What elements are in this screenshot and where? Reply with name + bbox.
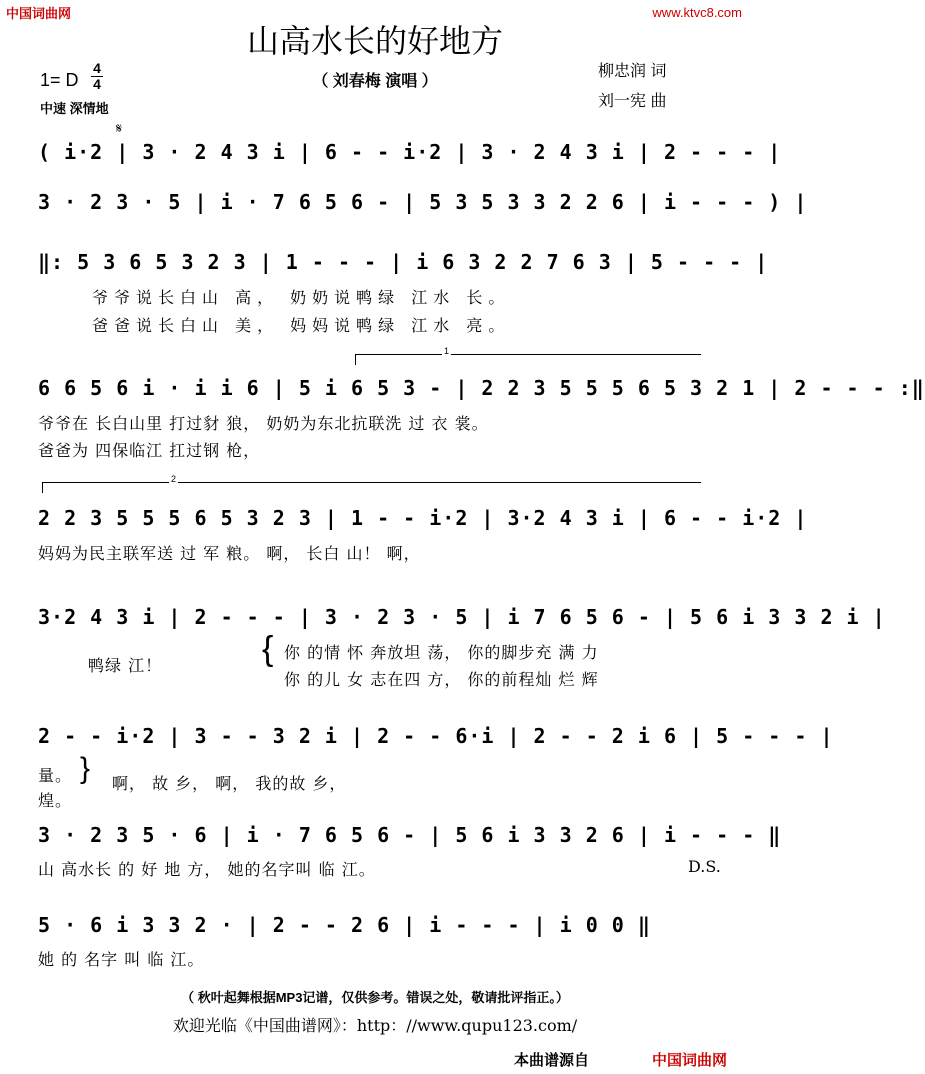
score-row-5-notes: 2 2 3 5 5 5 6 5 3 2 3 | 1 - - i·2 | 3·2 4 3 i | 6 - - i·2 | bbox=[38, 506, 808, 530]
dal-segno-marking: D.S. bbox=[688, 857, 721, 876]
key-signature: 1= D bbox=[40, 70, 79, 90]
time-signature-bottom: 4 bbox=[93, 76, 101, 92]
score-row-4-lyrics-verse1: 爷爷在 长白山里 打过豺 狼， 奶奶为东北抗联洗 过 衣 裳。 bbox=[38, 414, 489, 433]
tempo-marking: 中速 深情地 bbox=[40, 101, 109, 116]
score-row-8-lyrics: 山 高水长 的 好 地 方， 她的名字叫 临 江。 bbox=[38, 860, 376, 879]
score-row-5-lyrics: 妈妈为民主联军送 过 军 粮。 啊， 长白 山！ 啊， bbox=[38, 544, 421, 563]
score-row-4-notes: 6 6 5 6 i · i i 6 | 5 i 6 5 3 - | 2 2 3 5 5 5 6 5 3 2 1 | 2 - - - :‖ bbox=[38, 376, 925, 400]
score-row-3-lyrics-verse2: 爸爸说长白山 美， 妈妈说鸭绿 江水 亮。 bbox=[92, 316, 511, 335]
watermark-bottom-left: 本曲谱源自 bbox=[514, 1052, 590, 1069]
score-row-3-notes: ‖: 5 3 6 5 3 2 3 | 1 - - - | i 6 3 2 2 7 6 3 | 5 - - - | bbox=[38, 250, 769, 274]
score-row-6-verse2: 你 的儿 女 志在四 方， 你的前程灿 烂 辉 bbox=[284, 670, 599, 689]
score-row-7-lyrics-verse1: 量。 bbox=[38, 766, 73, 785]
time-signature-top: 4 bbox=[93, 60, 101, 76]
score-row-9-notes: 5 · 6 i 3 3 2 · | 2 - - 2 6 | i - - - | i 0 0 ‖ bbox=[38, 913, 651, 937]
score-row-7-notes: 2 - - i·2 | 3 - - 3 2 i | 2 - - 6·i | 2 - - 2 i 6 | 5 - - - | bbox=[38, 724, 834, 748]
performer-credit: （ 刘春梅 演唱 ） bbox=[312, 73, 438, 90]
lyricist-credit: 柳忠润 词 bbox=[598, 63, 667, 80]
score-row-4-lyrics-verse2: 爸爸为 四保临江 扛过钢 枪， bbox=[38, 441, 261, 460]
score-row-9-lyrics: 她 的 名字 叫 临 江。 bbox=[38, 950, 205, 969]
score-row-1-notes: ( i·2 | 3 · 2 4 3 i | 6 - - i·2 | 3 · 2 4 3 i | 2 - - - | bbox=[38, 140, 782, 164]
second-ending-bracket: 2 bbox=[42, 482, 701, 493]
watermark-top-left: 中国词曲网 bbox=[6, 6, 72, 21]
score-row-2-notes: 3 · 2 3 · 5 | i · 7 6 5 6 - | 5 3 5 3 3 2 2 6 | i - - - ) | bbox=[38, 190, 808, 214]
composer-credit: 刘一宪 曲 bbox=[598, 93, 667, 110]
transcription-note: （ 秋叶起舞根据MP3记谱，仅供参考。错误之处，敬请批评指正。） bbox=[181, 990, 569, 1005]
song-title: 山高水长的好地方 bbox=[246, 22, 503, 60]
score-row-6-notes: 3·2 4 3 i | 2 - - - | 3 · 2 3 · 5 | i 7 6 5 6 - | 5 6 i 3 3 2 i | bbox=[38, 605, 886, 629]
score-row-6-lyrics: 鸭绿 江！ bbox=[88, 656, 163, 675]
time-signature bbox=[91, 62, 103, 91]
watermark-bottom-right: 中国词曲网 bbox=[652, 1052, 728, 1069]
first-ending-bracket: 1 bbox=[355, 354, 701, 365]
score-row-3-lyrics-verse1: 爷爷说长白山 高， 奶奶说鸭绿 江水 长。 bbox=[92, 288, 511, 307]
score-row-8-notes: 3 · 2 3 5 · 6 | i · 7 6 5 6 - | 5 6 i 3 3 2 6 | i - - - ‖ bbox=[38, 823, 782, 847]
verse-brace: { bbox=[262, 630, 274, 668]
score-row-7-lyrics-main: 啊， 故 乡， 啊， 我的故 乡， bbox=[112, 774, 347, 793]
end-brace: } bbox=[80, 752, 91, 785]
score-row-6-verse1: 你 的情 怀 奔放坦 荡， 你的脚步充 满 力 bbox=[284, 643, 599, 662]
segno-sign: 𝄋 bbox=[116, 120, 123, 136]
website-welcome: 欢迎光临《中国曲谱网》：http：//www.qupu123.com/ bbox=[172, 1016, 578, 1035]
watermark-top-right: www.ktvc8.com bbox=[652, 5, 742, 20]
score-row-7-lyrics-verse2: 煌。 bbox=[38, 791, 73, 810]
